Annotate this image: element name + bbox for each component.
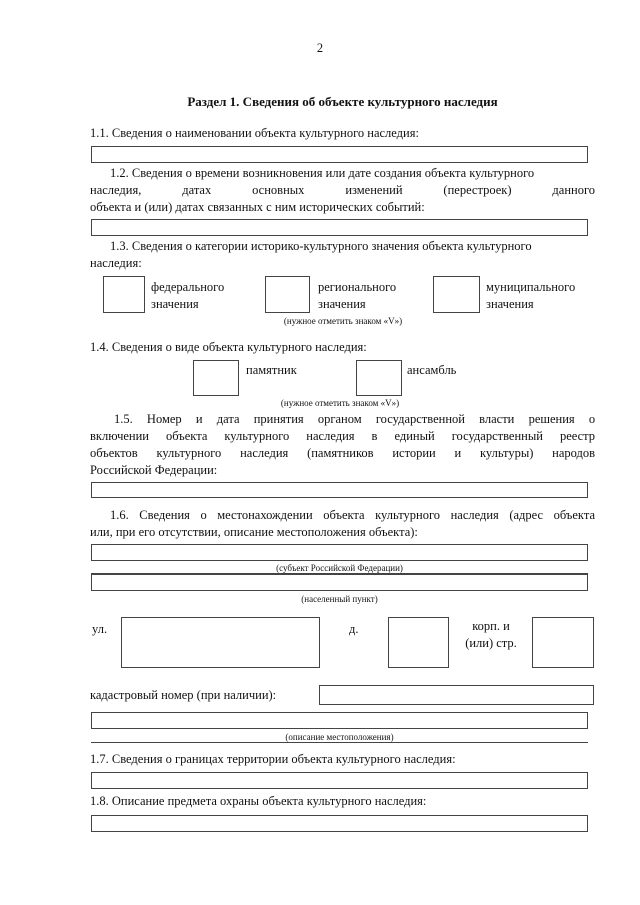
street-field[interactable]: [121, 617, 320, 668]
subject-caption: (субъект Российской Федерации): [276, 563, 403, 573]
section-1-2-line1: 1.2. Сведения о времени возникновения или дате создания объекта культурного: [110, 166, 535, 180]
section-1-5-line4: Российской Федерации:: [90, 463, 218, 477]
house-label: д.: [349, 622, 359, 636]
section-1-6-line2: или, при его отсутствии, описание местоположения объекта):: [90, 525, 418, 539]
building-field[interactable]: [532, 617, 594, 668]
locality-caption: (населенный пункт): [301, 594, 378, 604]
location-underline: [91, 742, 588, 743]
type-hint: (нужное отметить знаком «V»): [280, 398, 400, 408]
subject-field[interactable]: [91, 544, 588, 561]
object-name-field[interactable]: [91, 146, 588, 163]
section-1-2-line3: объекта и (или) датах связанных с ним исторических событий:: [90, 200, 425, 214]
monument-label: памятник: [246, 363, 297, 377]
section-1-5-line1: 1.5. Номер и дата принятия органом государственной власти решения о: [114, 412, 596, 426]
ensemble-checkbox[interactable]: [356, 360, 402, 396]
cadastral-label: кадастровый номер (при наличии):: [90, 688, 277, 702]
category-hint: (нужное отметить знаком «V»): [283, 316, 403, 326]
protection-subject-field[interactable]: [91, 815, 588, 832]
federal-checkbox[interactable]: [103, 276, 145, 313]
section-1-6-line1: 1.6. Сведения о местонахождении объекта культурного наследия (адрес объекта: [110, 508, 596, 522]
location-description-field[interactable]: [91, 712, 588, 729]
regional-checkbox[interactable]: [265, 276, 310, 313]
section-title: Раздел 1. Сведения об объекте культурного наследия: [187, 94, 498, 109]
cadastral-number-field[interactable]: [319, 685, 594, 705]
section-1-5-line2: включении объекта культурного наследия в единый государственный реестр: [90, 429, 596, 443]
page-number: 2: [316, 41, 324, 55]
monument-checkbox[interactable]: [193, 360, 239, 396]
section-1-7-label: 1.7. Сведения о границах территории объекта культурного наследия:: [90, 752, 456, 766]
section-1-5-line3: объектов культурного наследия (памятников истории и культуры) народов: [90, 446, 596, 460]
section-1-8-label: 1.8. Описание предмета охраны объекта культурного наследия:: [90, 794, 427, 808]
federal-label: федерального значения: [151, 280, 225, 311]
street-label: ул.: [92, 622, 108, 636]
municipal-label: муниципального значения: [486, 280, 576, 311]
section-1-3-line1: 1.3. Сведения о категории историко-культурного значения объекта культурного: [110, 239, 532, 253]
creation-date-field[interactable]: [91, 219, 588, 236]
regional-label: регионального значения: [318, 280, 397, 311]
section-1-1-label: 1.1. Сведения о наименовании объекта культурного наследия:: [90, 126, 419, 140]
section-1-4-label: 1.4. Сведения о виде объекта культурного наследия:: [90, 340, 367, 354]
section-1-2-line2: наследия, датах основных изменений (перестроек) данного: [90, 183, 596, 197]
section-1-3-line2: наследия:: [90, 256, 142, 270]
ensemble-label: ансамбль: [407, 363, 457, 377]
territory-boundaries-field[interactable]: [91, 772, 588, 789]
locality-field[interactable]: [91, 574, 588, 591]
location-caption: (описание местоположения): [285, 732, 394, 742]
registry-decision-field[interactable]: [91, 482, 588, 498]
house-field[interactable]: [388, 617, 449, 668]
building-label: корп. и (или) стр.: [465, 619, 517, 650]
municipal-checkbox[interactable]: [433, 276, 480, 313]
